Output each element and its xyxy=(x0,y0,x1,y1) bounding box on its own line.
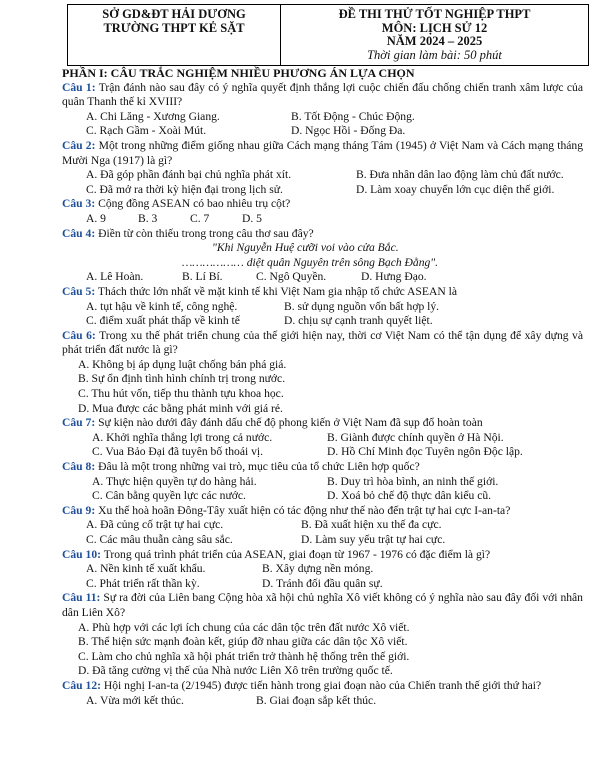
question-text: Xu thế hoà hoãn Đông-Tây xuất hiện có tác động như thế nào đến trật tự hai cực I-an-ta? xyxy=(98,503,511,517)
option-a[interactable]: A. Khởi nghĩa thắng lợi trong cả nước. xyxy=(92,430,273,444)
option-a[interactable]: A. Thực hiện quyền tự do hàng hải. xyxy=(92,474,257,488)
exam-title: ĐỀ THI THỬ TỐT NGHIỆP THPT xyxy=(338,7,531,21)
option-d[interactable]: D. Đã tăng cường vị thế của Nhà nước Liên Xô trên trường quốc tế. xyxy=(78,664,393,678)
option-b[interactable]: B. Đã xuất hiện xu thế đa cực. xyxy=(301,518,442,532)
option-a[interactable]: A. tụt hậu về kinh tế, công nghệ. xyxy=(86,299,238,313)
options-row xyxy=(62,270,583,285)
option-d[interactable]: D. Hồ Chí Minh đọc Tuyên ngôn Độc lập. xyxy=(327,445,523,459)
question-2 xyxy=(62,139,583,168)
poem-line-1: "Khi Nguyễn Huệ cưỡi voi vào cửa Bắc. xyxy=(212,241,399,255)
exam-content xyxy=(62,66,583,708)
question-number: Câu 12: xyxy=(62,678,101,692)
question-text: Đâu là một trong những vai trò, mục tiêu của tổ chức Liên hợp quốc? xyxy=(98,460,420,474)
option-c[interactable]: C. Cân bằng quyền lực các nước. xyxy=(92,489,246,503)
option-a[interactable]: A. Vừa mới kết thúc. xyxy=(86,693,184,707)
question-number: Câu 3: xyxy=(62,197,96,211)
department-name: SỞ GD&ĐT HẢI DƯƠNG xyxy=(102,7,246,21)
option-b[interactable]: B. 3 xyxy=(138,211,158,225)
question-4 xyxy=(62,227,583,242)
question-10 xyxy=(62,548,583,563)
question-12 xyxy=(62,679,583,694)
question-text: Hội nghị I-an-ta (2/1945) được tiến hành trong giai đoạn nào của Chiến tranh thế giới thứ hai? xyxy=(103,678,542,692)
option-d[interactable]: D. chịu sự cạnh tranh quyết liệt. xyxy=(284,314,433,328)
options-row xyxy=(62,124,583,139)
question-number: Câu 2: xyxy=(62,138,96,152)
option-c[interactable]: C. Ngô Quyền. xyxy=(256,270,327,284)
option-a[interactable]: A. Phù hợp với các lợi ích chung của các dân tộc trên đất nước Xô viết. xyxy=(78,620,410,634)
question-1 xyxy=(62,81,583,110)
question-text: Một trong những điểm giống nhau giữa Cách mạng tháng Tám (1945) ở Việt Nam và Cách mạng tháng Mười Nga (1917) là gì? xyxy=(62,138,583,167)
poem-line-2: ……………… diệt quân Nguyên trên sông Bạch Đằng". xyxy=(182,255,439,269)
school-info xyxy=(68,5,281,65)
question-number: Câu 9: xyxy=(62,503,96,517)
options-row xyxy=(62,518,583,533)
option-b[interactable]: B. Xây dựng nền móng. xyxy=(262,562,374,576)
option-a[interactable]: A. Đã củng cố trật tự hai cực. xyxy=(86,518,224,532)
exam-info xyxy=(281,5,588,65)
option-d[interactable]: D. Ngọc Hồi - Đống Đa. xyxy=(291,124,406,138)
question-number: Câu 5: xyxy=(62,284,96,298)
options-row xyxy=(62,562,583,577)
question-text: Thách thức lớn nhất về mặt kinh tế khi Việt Nam gia nhập tổ chức ASEAN là xyxy=(97,284,457,298)
option-c[interactable]: C. Vua Bảo Đại đã tuyên bố thoái vị. xyxy=(92,445,264,459)
school-name: TRƯỜNG THPT KẺ SẶT xyxy=(103,20,245,35)
option-c[interactable]: C. Phát triển rất thần kỳ. xyxy=(86,576,200,590)
question-number: Câu 6: xyxy=(62,328,96,342)
option-b[interactable]: B. Đưa nhân dân lao động làm chủ đất nước. xyxy=(356,168,564,182)
options-row xyxy=(62,183,583,198)
option-b[interactable]: B. Lí Bí. xyxy=(182,270,223,284)
options-row xyxy=(62,300,583,315)
options-row xyxy=(62,475,583,490)
options-row xyxy=(62,314,583,329)
exam-subject: MÔN: LỊCH SỬ 12 xyxy=(381,20,488,35)
option-a[interactable]: A. Chi Lăng - Xương Giang. xyxy=(86,109,220,123)
question-5 xyxy=(62,285,583,300)
options-row xyxy=(62,110,583,125)
question-text: Cộng đồng ASEAN có bao nhiêu trụ cột? xyxy=(98,197,291,211)
question-text: Trận đánh nào sau đây có ý nghĩa quyết định thắng lợi cuộc chiến đấu chống chiến tranh xâm lược của quân Thanh thế kỉ XVIII? xyxy=(62,80,583,109)
option-a[interactable]: A. Lê Hoàn. xyxy=(86,270,144,284)
question-number: Câu 10: xyxy=(62,547,101,561)
option-c[interactable]: C. 7 xyxy=(190,211,210,225)
option-a[interactable]: A. Không bị áp dụng luật chống bán phá giá. xyxy=(78,357,287,371)
question-text: Trong quá trình phát triển của ASEAN, giai đoạn từ 1967 - 1976 có đặc điểm là gì? xyxy=(103,547,491,561)
question-number: Câu 8: xyxy=(62,460,96,474)
option-a[interactable]: A. Nền kinh tế xuất khẩu. xyxy=(86,562,206,576)
options-row xyxy=(62,445,583,460)
option-a[interactable]: A. 9 xyxy=(86,211,106,225)
option-d[interactable]: D. Làm suy yếu trật tự hai cực. xyxy=(301,533,446,546)
question-text: Trong xu thế phát triển chung của thế giới hiện nay, thời cơ Việt Nam có thể tận dụng để xây dựng và phát triển đất nước là gì? xyxy=(62,328,583,357)
option-b[interactable]: B. Giai đoạn sắp kết thúc. xyxy=(256,693,377,707)
question-text: Sự ra đời của Liên bang Cộng hòa xã hội chủ nghĩa Xô viết không có ý nghĩa nào sau đây đối với nhân dân Liên Xô? xyxy=(62,591,583,619)
options-row xyxy=(62,489,583,504)
option-b[interactable]: B. Thể hiện sức mạnh đoàn kết, giúp đỡ nhau giữa các dân tộc Xô viết. xyxy=(78,635,408,649)
option-b[interactable]: B. sử dụng nguồn vốn bất hợp lý. xyxy=(284,299,440,313)
question-7 xyxy=(62,416,583,431)
option-d[interactable]: D. Xoá bỏ chế độ thực dân kiểu cũ. xyxy=(327,489,492,503)
options-row xyxy=(62,168,583,183)
question-number: Câu 1: xyxy=(62,80,96,94)
question-number: Câu 11: xyxy=(62,591,101,605)
option-a[interactable]: A. Đã góp phần đánh bại chủ nghĩa phát xít. xyxy=(86,168,292,182)
option-b[interactable]: B. Sự ổn định tình hình chính trị trong nước. xyxy=(78,372,286,386)
question-number: Câu 7: xyxy=(62,416,96,430)
options-row xyxy=(62,212,583,227)
question-8 xyxy=(62,460,583,475)
question-number: Câu 4: xyxy=(62,226,96,240)
question-11 xyxy=(62,591,583,620)
options-row xyxy=(62,533,583,548)
option-c[interactable]: C. Đã mở ra thời kỳ hiện đại trong lịch sử. xyxy=(86,182,283,196)
option-d[interactable]: D. Mua được các bằng phát minh với giá rẻ. xyxy=(78,401,283,415)
option-b[interactable]: B. Duy trì hòa bình, an ninh thế giới. xyxy=(327,474,499,488)
option-c[interactable]: C. điểm xuất phát thấp về kinh tế xyxy=(86,314,240,328)
exam-duration: Thời gian làm bài: 50 phút xyxy=(367,47,502,62)
option-c[interactable]: C. Thu hút vốn, tiếp thu thành tựu khoa học. xyxy=(78,387,284,401)
question-6 xyxy=(62,329,583,358)
exam-header xyxy=(67,4,589,66)
option-c[interactable]: C. Làm cho chủ nghĩa xã hội phát triển trở thành hệ thống trên thế giới. xyxy=(78,649,410,663)
option-b[interactable]: B. Tốt Động - Chúc Động. xyxy=(291,109,415,123)
options-row xyxy=(62,694,583,709)
question-9 xyxy=(62,504,583,519)
question-3 xyxy=(62,197,583,212)
options-row xyxy=(62,577,583,592)
question-text: Sự kiện nào dưới đây đánh dấu chế độ phong kiến ở Việt Nam đã sụp đổ hoàn toàn xyxy=(98,416,483,430)
question-text: Điền từ còn thiếu trong trong câu thơ sau đây? xyxy=(98,226,314,240)
option-c[interactable]: C. Rạch Gầm - Xoài Mút. xyxy=(86,124,207,138)
option-d[interactable]: D. 5 xyxy=(242,211,262,225)
option-d[interactable]: D. Làm xoay chuyển lớn cục diện thế giới. xyxy=(356,182,555,196)
option-d[interactable]: D. Hưng Đạo. xyxy=(361,270,427,284)
exam-year: NĂM 2024 – 2025 xyxy=(386,34,483,49)
option-c[interactable]: C. Các mâu thuẫn càng sâu sắc. xyxy=(86,533,233,546)
section-title: PHẦN I: CÂU TRẮC NGHIỆM NHIỀU PHƯƠNG ÁN LỰA CHỌN xyxy=(62,66,415,80)
option-b[interactable]: B. Giành được chính quyền ở Hà Nội. xyxy=(327,430,504,444)
option-d[interactable]: D. Tránh đối đầu quân sự. xyxy=(262,576,383,590)
options-row xyxy=(62,431,583,446)
